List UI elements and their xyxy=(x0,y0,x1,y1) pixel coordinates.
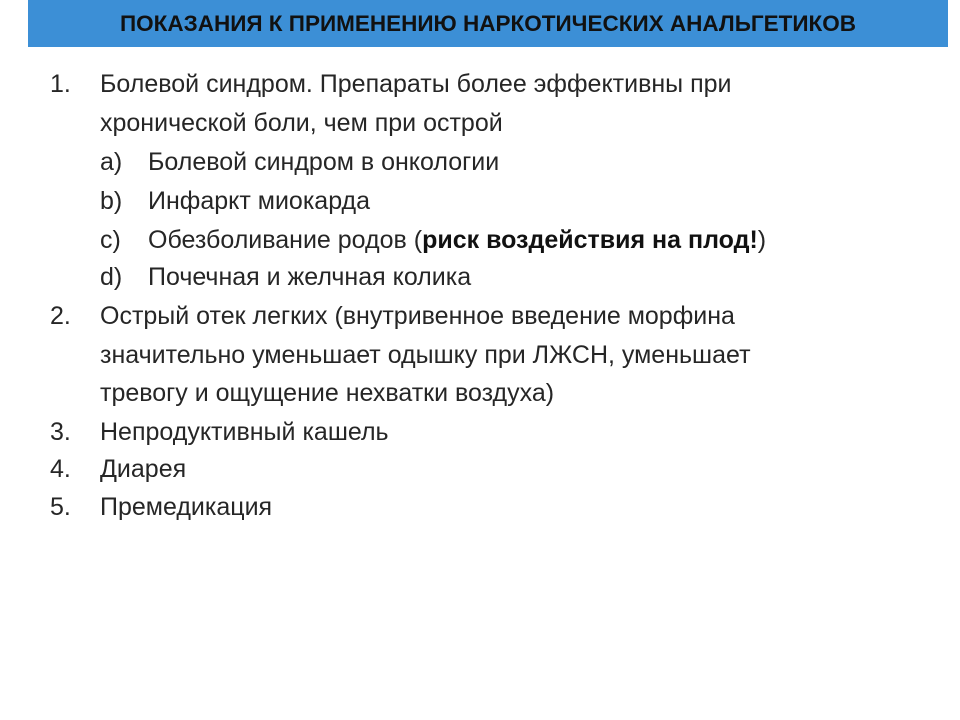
title-bar xyxy=(28,0,948,47)
list-item-text: тревогу и ощущение нехватки воздуха) xyxy=(100,379,555,407)
list-item-text: значительно уменьшает одышку при ЛЖСН, уменьшает xyxy=(100,341,751,369)
list-item-text: Премедикация xyxy=(100,493,273,521)
list-item-number: 1. xyxy=(50,70,71,98)
sub-item-text: Болевой синдром в онкологии xyxy=(148,148,500,176)
list-item-text: Диарея xyxy=(100,455,187,483)
list-item-number: 5. xyxy=(50,493,71,521)
sub-item-marker: c) xyxy=(100,226,121,254)
list-item-text: Острый отек легких (внутривенное введение морфина xyxy=(100,302,735,330)
warning-text: риск воздействия на плод! xyxy=(422,226,758,254)
slide-title: ПОКАЗАНИЯ К ПРИМЕНЕНИЮ НАРКОТИЧЕСКИХ АНАЛЬГЕТИКОВ xyxy=(119,10,857,36)
list-item-number: 2. xyxy=(50,302,71,330)
sub-item-text xyxy=(148,225,766,255)
list-item-text: хронической боли, чем при острой xyxy=(100,109,503,137)
sub-item-marker: b) xyxy=(100,187,123,215)
list-item-number: 3. xyxy=(50,418,71,446)
sub-item-marker: a) xyxy=(100,148,123,176)
list-item-text: Болевой синдром. Препараты более эффективны при xyxy=(100,70,732,98)
sub-item-text-part: Обезболивание родов ( xyxy=(148,226,423,254)
sub-item-text: Инфаркт миокарда xyxy=(148,187,371,215)
sub-item-text-part: ) xyxy=(757,226,767,254)
list-item-number: 4. xyxy=(50,455,71,483)
sub-item-text: Почечная и желчная колика xyxy=(148,263,472,291)
sub-item-marker: d) xyxy=(100,263,123,291)
list-item-text: Непродуктивный кашель xyxy=(100,418,389,446)
